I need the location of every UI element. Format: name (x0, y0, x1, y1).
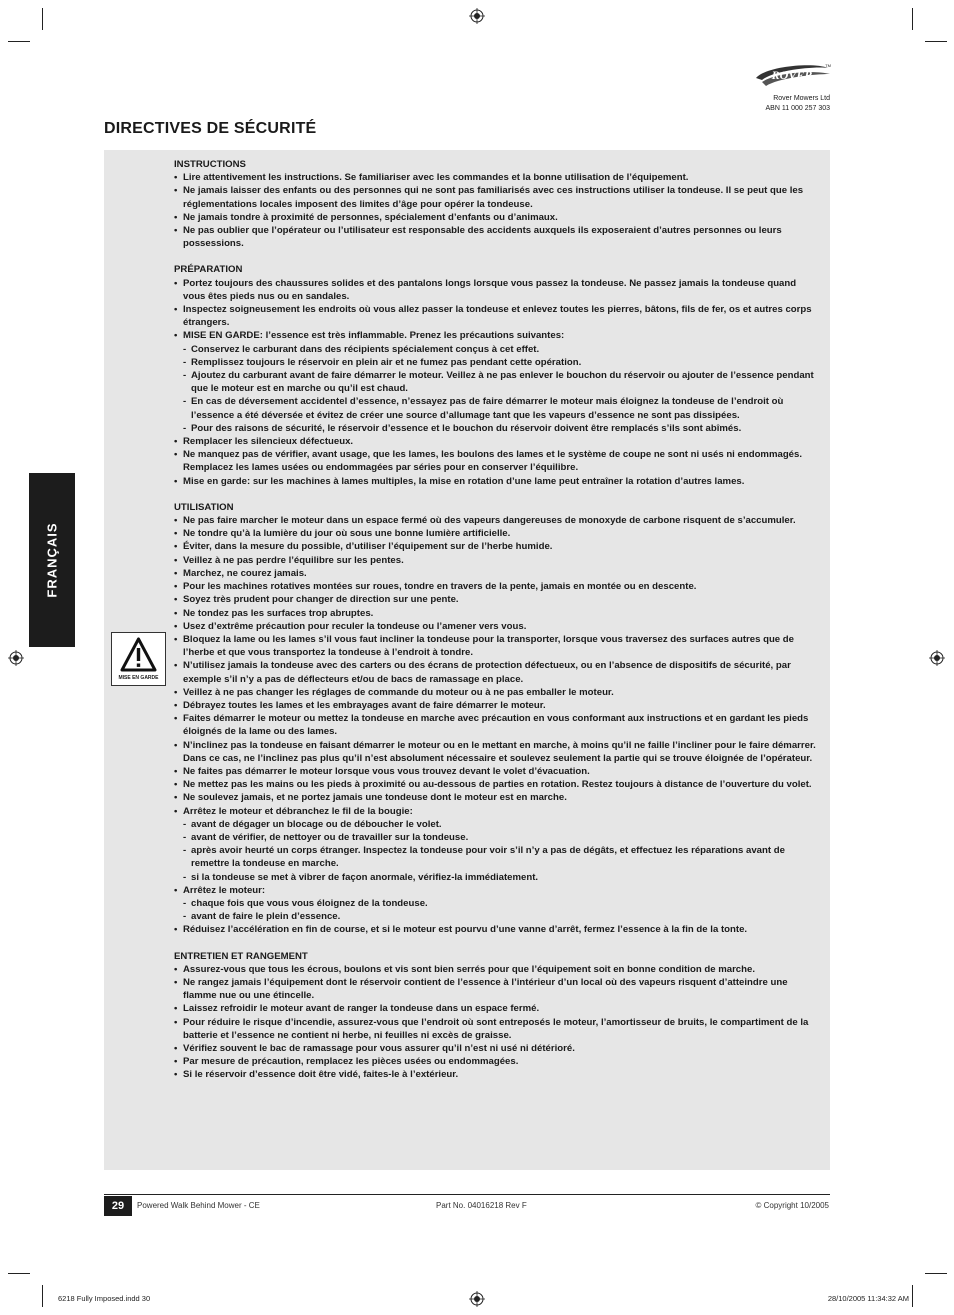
page-number: 29 (104, 1196, 132, 1216)
safety-instructions (174, 158, 818, 1095)
company-name: Rover Mowers Ltd (773, 95, 830, 102)
section-heading: UTILISATION (174, 501, 234, 513)
list-item: • Ne pas faire marcher le moteur dans un espace fermé où des vapeurs dangereuses de monoxyde de carbone risquent de s’accumuler. (174, 514, 818, 527)
language-tab (29, 473, 75, 647)
warning-label: MISE EN GARDE (118, 675, 159, 681)
footer-copyright: © Copyright 10/2005 (755, 1201, 829, 1210)
list-item: • Ne tondre qu’à la lumière du jour où sous une bonne lumière artificielle. (174, 527, 818, 540)
registration-mark-icon (469, 1291, 485, 1307)
list-item: • Veillez à ne pas changer les réglages de commande du moteur ou à ne pas emballer le moteur. (174, 686, 818, 699)
crop-mark (912, 8, 913, 30)
sub-list-item: - Pour des raisons de sécurité, le réservoir d’essence et le bouchon du réservoir doivent être remplacés s’ils sont abîmés. (174, 422, 818, 435)
company-abn: ABN 11 000 257 303 (765, 104, 830, 112)
list-item: • Arrêtez le moteur et débranchez le fil de la bougie: (174, 805, 818, 818)
list-item: • N’inclinez pas la tondeuse en faisant démarrer le moteur ou en le mettant en marche, à moins qu’il ne faille l’incliner pour le faire démarrer. Dans ce cas, ne l’inclinez pas plus qu’il n’est absolument nécessaire et soulevez seulement la partie qui se trouve éloignée de l’opérateur. (174, 739, 818, 765)
list-item: • Soyez très prudent pour changer de direction sur une pente. (174, 593, 818, 606)
sub-list-item: - si la tondeuse se met à vibrer de façon anormale, vérifiez-la immédiatement. (174, 871, 818, 884)
section-heading: ENTRETIEN ET RANGEMENT (174, 950, 308, 962)
list-item: • Si le réservoir d’essence doit être vidé, faites-le à l’extérieur. (174, 1068, 818, 1081)
page-title: DIRECTIVES DE SÉCURITÉ (104, 120, 317, 137)
list-item: • Débrayez toutes les lames et les embrayages avant de faire démarrer le moteur. (174, 699, 818, 712)
list-item: • Ne pas oublier que l’opérateur ou l’utilisateur est responsable des accidents auxquels ils exposeraient d’autres personnes ou leurs possessions. (174, 224, 818, 250)
list-item: • Laissez refroidir le moteur avant de ranger la tondeuse dans un espace fermé. (174, 1002, 818, 1015)
warning-box (111, 632, 166, 686)
crop-mark (42, 1285, 43, 1307)
sub-list-item: - avant de vérifier, de nettoyer ou de travailler sur la tondeuse. (174, 831, 818, 844)
list-item: • Ne manquez pas de vérifier, avant usage, que les lames, les boulons des lames et le système de coupe ne sont ni usés ni endommagés. Remplacez les lames usées ou endommagées par séries pour en conserver l’équilibre. (174, 448, 818, 474)
rover-logo-mark (752, 60, 834, 90)
slug-timestamp: 28/10/2005 11:34:32 AM (827, 1294, 909, 1303)
crop-mark (42, 8, 43, 30)
list-item: • Ne jamais tondre à proximité de personnes, spécialement d’enfants ou d’animaux. (174, 211, 818, 224)
section (174, 950, 818, 1082)
slug-file-name: 6218 Fully Imposed.indd 30 (58, 1294, 151, 1303)
sub-list-item: - Ajoutez du carburant avant de faire démarrer le moteur. Veillez à ne pas enlever le bouchon du réservoir ou ajouter de l’essence pendant que le moteur est en marche ou qu’il est chaud. (174, 369, 818, 395)
sub-list-item: - chaque fois que vous vous éloignez de la tondeuse. (174, 897, 818, 910)
footer-rule (104, 1194, 830, 1195)
registration-mark-icon (8, 650, 24, 666)
list-item: • Ne jamais laisser des enfants ou des personnes qui ne sont pas familiarisés avec ces instructions utiliser la tondeuse. Il se peut que les réglementations locales imposent des limites d’âge pour opérer la tondeuse. (174, 184, 818, 210)
list-item: • Marchez, ne courez jamais. (174, 567, 818, 580)
list-item: • Ne faites pas démarrer le moteur lorsque vous vous trouvez devant le volet d’évacuation. (174, 765, 818, 778)
crop-mark (912, 1285, 913, 1307)
section (174, 263, 818, 487)
sub-list-item: - Remplissez toujours le réservoir en plein air et ne fumez pas pendant cette opération. (174, 356, 818, 369)
list-item: • Pour les machines rotatives montées sur roues, tondre en travers de la pente, jamais en montée ou en descente. (174, 580, 818, 593)
list-item: • Ne soulevez jamais, et ne portez jamais une tondeuse dont le moteur est en marche. (174, 791, 818, 804)
list-item: • Arrêtez le moteur: (174, 884, 818, 897)
list-item: • Ne tondez pas les surfaces trop abruptes. (174, 607, 818, 620)
crop-mark (8, 1273, 30, 1274)
list-item: • N’utilisez jamais la tondeuse avec des carters ou des écrans de protection défectueux, ou en l’absence de dispositifs de sécurité, par exemple s’il n’y a pas de déflecteurs et/ou de bacs de ramassage en place. (174, 659, 818, 685)
footer-part-number: Part No. 04016218 Rev F (436, 1201, 527, 1210)
registration-mark-icon (929, 650, 945, 666)
crop-mark (8, 41, 30, 42)
warning-triangle-icon (120, 637, 157, 673)
registration-mark-icon (469, 8, 485, 24)
list-item: • Par mesure de précaution, remplacez les pièces usées ou endommagées. (174, 1055, 818, 1068)
list-item: • Éviter, dans la mesure du possible, d’utiliser l’équipement sur de l’herbe humide. (174, 540, 818, 553)
footer-doc-title: Powered Walk Behind Mower - CE (137, 1201, 260, 1210)
list-item: • Ne mettez pas les mains ou les pieds à proximité ou au-dessous de parties en rotation. Restez toujours à distance de l’ouverture du volet. (174, 778, 818, 791)
section (174, 158, 818, 250)
list-item: • Usez d’extrême précaution pour reculer la tondeuse ou l’amener vers vous. (174, 620, 818, 633)
list-item: • Bloquez la lame ou les lames s’il vous faut incliner la tondeuse pour la transporter, lorsque vous traversez des surfaces autres que de l’herbe et que vous transportez la tondeuse à l’endroit à tondre. (174, 633, 818, 659)
sub-list-item: - avant de dégager un blocage ou de déboucher le volet. (174, 818, 818, 831)
list-item: • Veillez à ne pas perdre l’équilibre sur les pentes. (174, 554, 818, 567)
list-item: • Portez toujours des chaussures solides et des pantalons longs lorsque vous passez la tondeuse. Ne passez jamais la tondeuse quand vous êtes pieds nus ou en sandales. (174, 277, 818, 303)
section-heading: INSTRUCTIONS (174, 159, 246, 170)
list-item: • Mise en garde: sur les machines à lames multiples, la mise en rotation d’une lame peut entraîner la rotation d’autres lames. (174, 475, 818, 488)
list-item: • Lire attentivement les instructions. Se familiariser avec les commandes et la bonne utilisation de l’équipement. (174, 171, 818, 184)
list-item: • Ne rangez jamais l’équipement dont le réservoir contient de l’essence à l’intérieur d’un local où des vapeurs risquent d’atteindre une flamme nue ou une étincelle. (174, 976, 818, 1002)
list-item: • Remplacer les silencieux défectueux. (174, 435, 818, 448)
list-item: • Vérifiez souvent le bac de ramassage pour vous assurer qu’il n’est ni usé ni détérioré. (174, 1042, 818, 1055)
sub-list-item: - après avoir heurté un corps étranger. Inspectez la tondeuse pour voir s’il n’y a pas de dégâts, et effectuez les réparations avant de remettre la tondeuse en marche. (174, 844, 818, 870)
list-item: • Assurez-vous que tous les écrous, boulons et vis sont bien serrés pour que l’équipement soit en bonne condition de marche. (174, 963, 818, 976)
list-item: • Réduisez l’accélération en fin de course, et si le moteur est pourvu d’une vanne d’arrêt, fermez l’essence à la fin de la tonte. (174, 923, 818, 936)
sub-list-item: - En cas de déversement accidentel d’essence, n’essayez pas de faire démarrer le moteur mais éloignez la tondeuse de l’endroit où l’essence a été déversée et évitez de créer une source d’allumage tant que les vapeurs d’essence ne sont pas dissipées. (174, 395, 818, 421)
crop-mark (925, 1273, 947, 1274)
list-item: • Pour réduire le risque d’incendie, assurez-vous que l’endroit où sont entreposés le moteur, l’amortisseur de bruits, le compartiment de la batterie et l’essence ne contient ni herbe, ni feuilles ni excès de graisse. (174, 1016, 818, 1042)
crop-mark (925, 41, 947, 42)
list-item: • MISE EN GARDE: l’essence est très inflammable. Prenez les précautions suivantes: (174, 329, 818, 342)
language-tab-label: FRANÇAIS (44, 522, 60, 598)
sub-list-item: - Conservez le carburant dans des récipients spécialement conçus à cet effet. (174, 343, 818, 356)
section (174, 501, 818, 937)
logo-text: ROVER (771, 68, 813, 82)
sub-list-item: - avant de faire le plein d’essence. (174, 910, 818, 923)
section-heading: PRÉPARATION (174, 264, 243, 276)
logo-trademark: TM (825, 63, 831, 68)
list-item: • Faites démarrer le moteur ou mettez la tondeuse en marche avec précaution en vous conformant aux instructions et en gardant les pieds éloignés de la lame ou des lames. (174, 712, 818, 738)
list-item: • Inspectez soigneusement les endroits où vous allez passer la tondeuse et enlevez toutes les pierres, bâtons, fils de fer, os et autres corps étrangers. (174, 303, 818, 329)
company-info (766, 94, 830, 114)
